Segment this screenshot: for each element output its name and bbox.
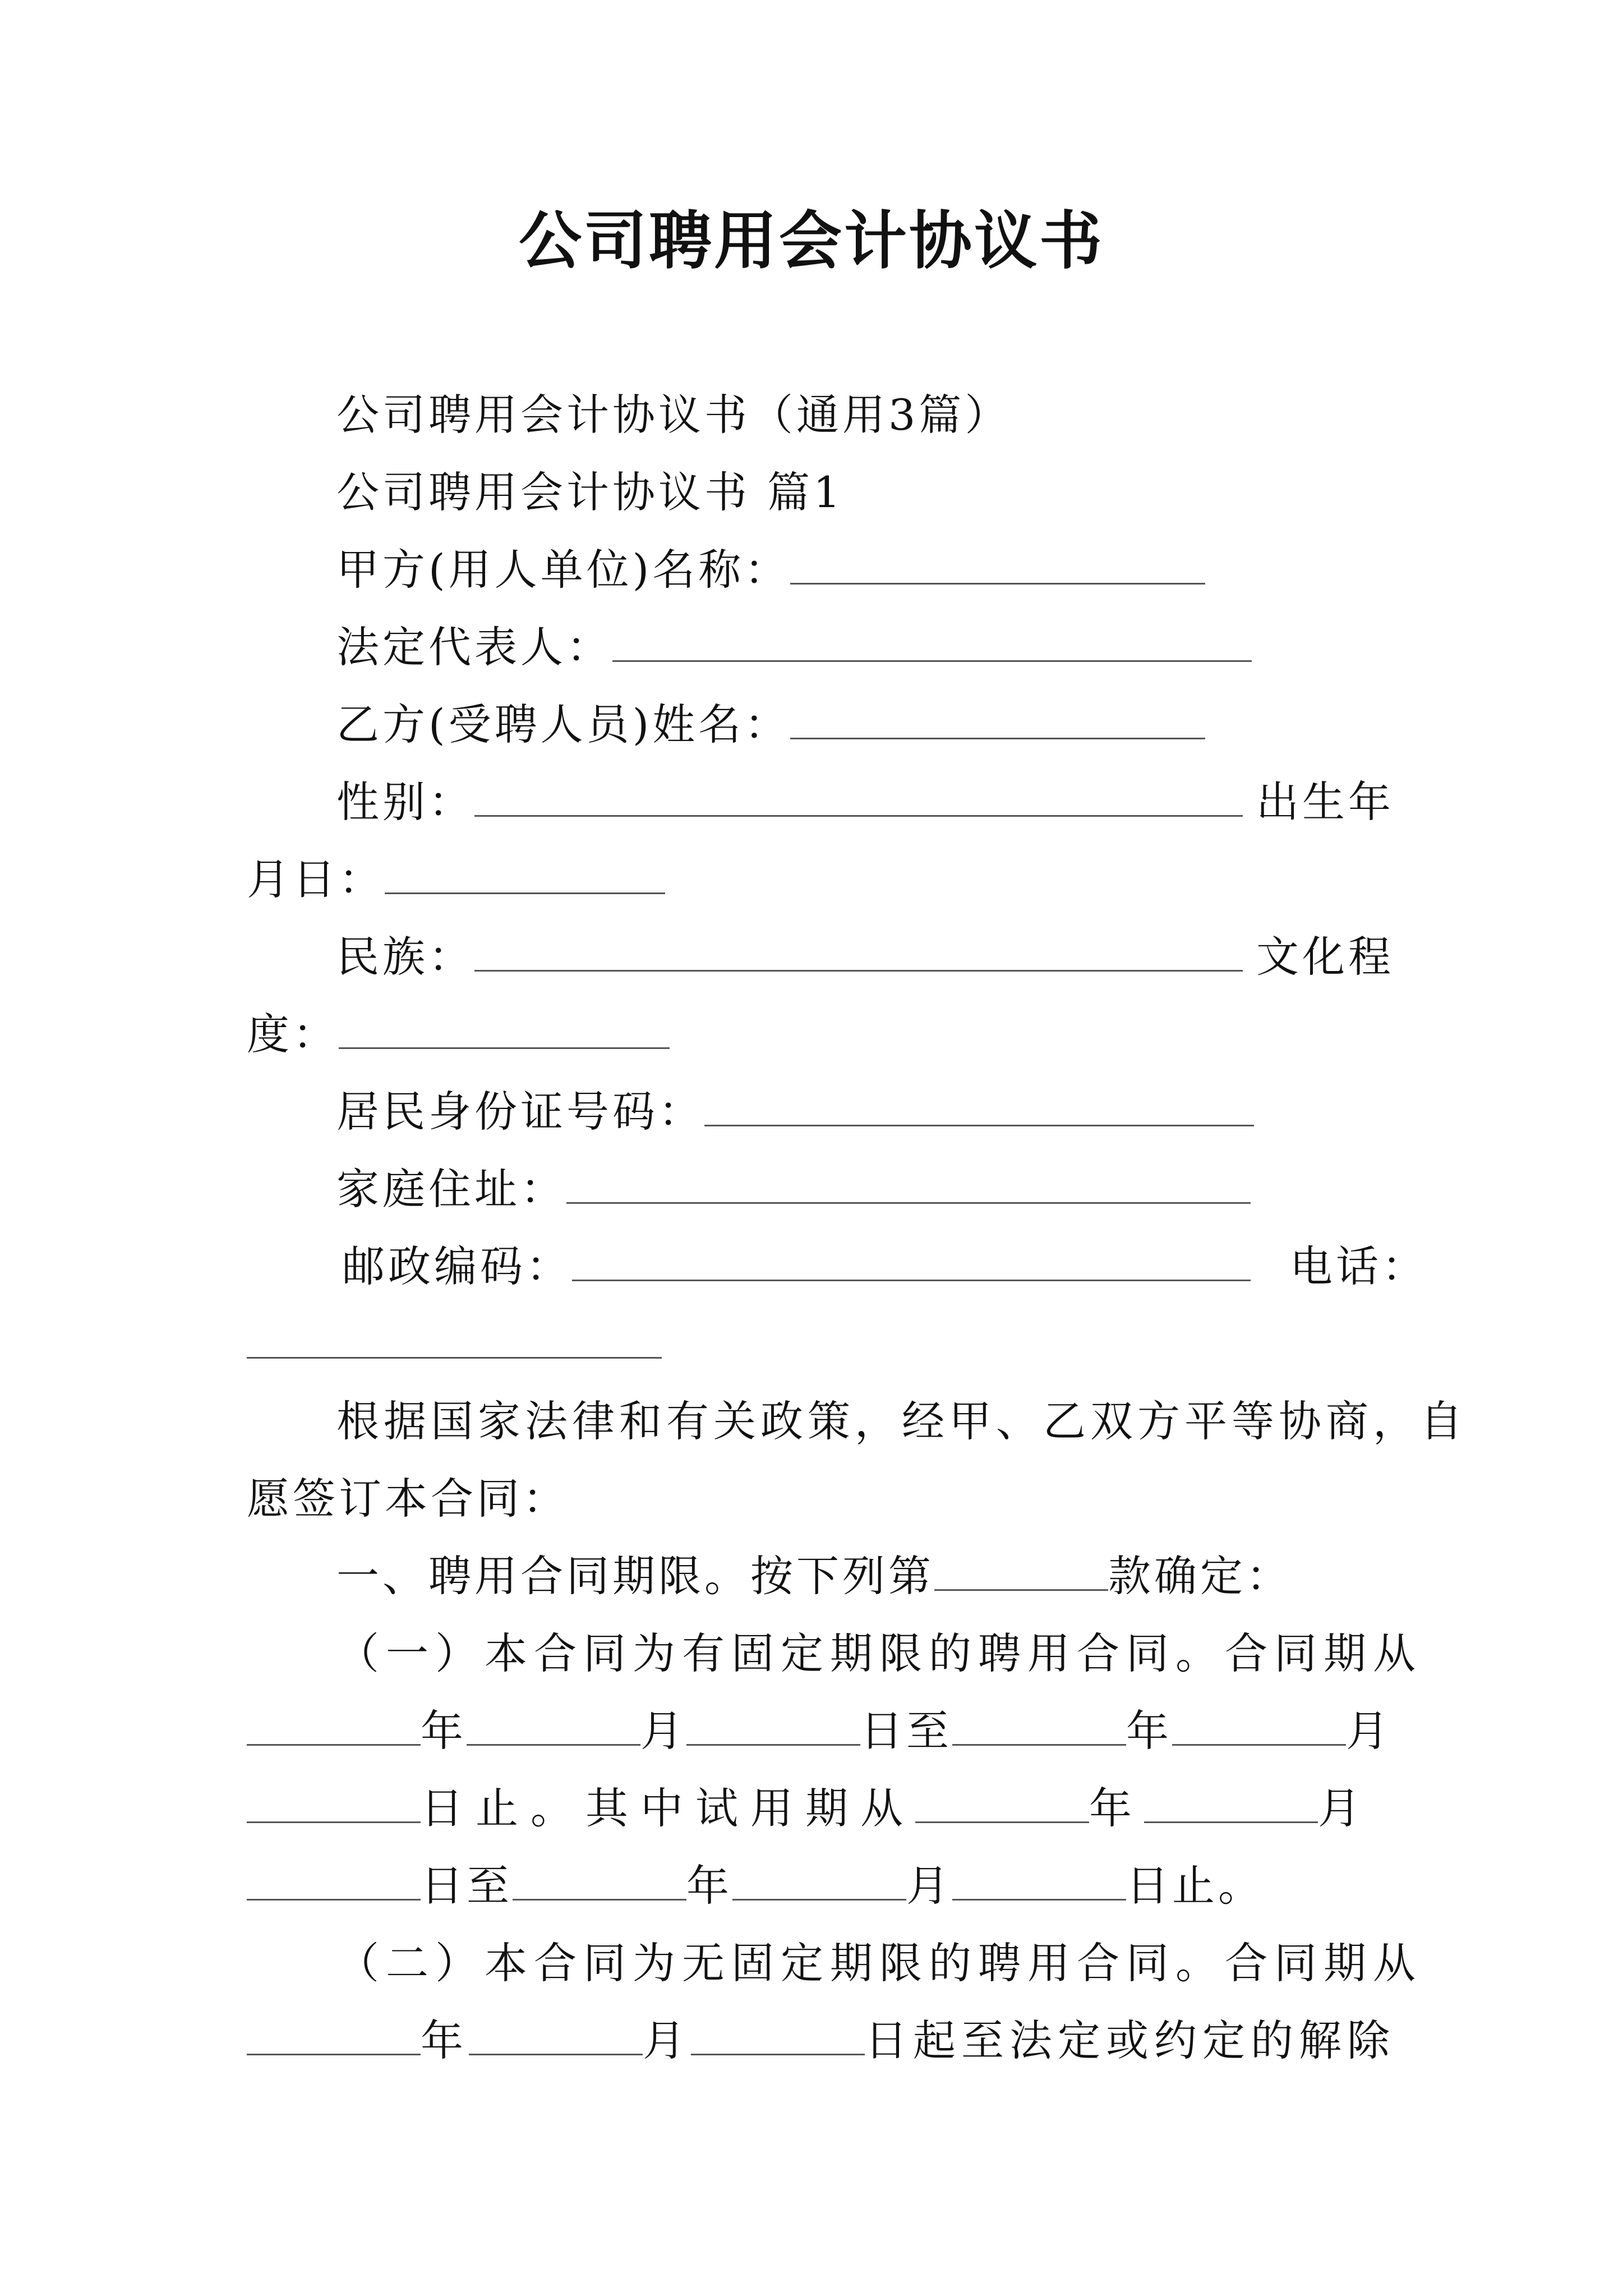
education-label-part1: 文化程 bbox=[1256, 932, 1394, 982]
birth-label-part1: 出生年 bbox=[1256, 777, 1394, 827]
education-row bbox=[247, 1006, 670, 1062]
phone-label: 电话： bbox=[1290, 1241, 1428, 1291]
clause1-suffix: 款确定： bbox=[1108, 1551, 1292, 1601]
open-start-year-field[interactable] bbox=[247, 2020, 421, 2055]
address-row bbox=[336, 1161, 1251, 1217]
trial-start-month-field[interactable] bbox=[1144, 1788, 1318, 1823]
id-label: 居民身份证号码： bbox=[336, 1087, 704, 1137]
ethnicity-field[interactable] bbox=[474, 936, 1243, 972]
end-day-field[interactable] bbox=[247, 1788, 421, 1823]
month-label: 月 bbox=[1318, 1783, 1373, 1833]
month-label: 月 bbox=[1346, 1706, 1392, 1756]
end-year-field[interactable] bbox=[952, 1710, 1126, 1746]
month-label: 月 bbox=[906, 1861, 952, 1911]
day-to-label: 日至 bbox=[421, 1861, 513, 1911]
day-end-label: 日止。 bbox=[1126, 1861, 1264, 1911]
birth-field[interactable] bbox=[385, 859, 665, 894]
clause1a-line4 bbox=[247, 1858, 1264, 1914]
clause1-row bbox=[336, 1548, 1292, 1604]
birth-row bbox=[247, 852, 665, 908]
section-heading: 公司聘用会计协议书 篇1 bbox=[336, 467, 844, 517]
month-label: 月 bbox=[643, 2016, 691, 2065]
gender-field[interactable] bbox=[474, 781, 1243, 817]
open-start-day-field[interactable] bbox=[691, 2020, 865, 2055]
clause1b-line1: （二）本合同为无固定期限的聘用合同。合同期从 bbox=[336, 1938, 1422, 1988]
party-b-name-row bbox=[336, 697, 1205, 753]
start-day-field[interactable] bbox=[686, 1710, 860, 1746]
trial-start-day-field[interactable] bbox=[247, 1865, 421, 1901]
postcode-row bbox=[342, 1239, 1251, 1295]
gender-row bbox=[336, 774, 1243, 830]
trial-start-year-field[interactable] bbox=[915, 1788, 1089, 1823]
open-start-month-field[interactable] bbox=[469, 2020, 643, 2055]
ethnicity-label: 民族： bbox=[336, 932, 474, 982]
trial-text: 日止。其中试用期从 bbox=[421, 1783, 915, 1833]
party-b-name-field[interactable] bbox=[790, 704, 1205, 739]
postcode-label: 邮政编码： bbox=[342, 1241, 572, 1291]
month-label: 月 bbox=[640, 1706, 686, 1756]
education-label-part2: 度： bbox=[247, 1009, 339, 1059]
legal-rep-row bbox=[336, 619, 1252, 675]
para1-line2: 愿签订本合同： bbox=[247, 1474, 569, 1524]
ethnicity-row bbox=[336, 929, 1243, 985]
birth-label-part2: 月日： bbox=[247, 854, 385, 904]
year-label: 年 bbox=[1126, 1706, 1172, 1756]
start-year-field[interactable] bbox=[247, 1710, 421, 1746]
education-field[interactable] bbox=[339, 1014, 670, 1049]
address-field[interactable] bbox=[566, 1168, 1251, 1204]
clause1a-line1: （一）本合同为有固定期限的聘用合同。合同期从 bbox=[336, 1628, 1422, 1678]
subtitle: 公司聘用会计协议书（通用3篇） bbox=[336, 390, 1011, 440]
year-label: 年 bbox=[686, 1861, 732, 1911]
year-label: 年 bbox=[421, 1706, 467, 1756]
party-a-name-label: 甲方(用人单位)名称： bbox=[336, 545, 791, 595]
clause1-number-field[interactable] bbox=[934, 1556, 1108, 1591]
clause1b-tail: 日起至法定或约定的解除 bbox=[865, 2016, 1395, 2065]
phone-field[interactable] bbox=[247, 1323, 662, 1359]
clause1-prefix: 一、聘用合同期限。按下列第 bbox=[336, 1551, 934, 1601]
party-a-name-row bbox=[336, 542, 1205, 598]
id-row bbox=[336, 1084, 1254, 1140]
legal-rep-field[interactable] bbox=[612, 627, 1252, 662]
phone-row bbox=[247, 1316, 662, 1372]
legal-rep-label: 法定代表人： bbox=[336, 622, 612, 672]
trial-end-year-field[interactable] bbox=[513, 1865, 686, 1901]
year-label: 年 bbox=[421, 2016, 469, 2065]
id-field[interactable] bbox=[704, 1091, 1254, 1126]
postcode-field[interactable] bbox=[572, 1246, 1251, 1281]
year-label: 年 bbox=[1089, 1783, 1144, 1833]
gender-label: 性别： bbox=[336, 777, 474, 827]
clause1a-line2 bbox=[247, 1703, 1392, 1759]
para1-line1: 根据国家法律和有关政策，经甲、乙双方平等协商，自 bbox=[336, 1396, 1467, 1446]
address-label: 家庭住址： bbox=[336, 1164, 566, 1214]
start-month-field[interactable] bbox=[467, 1710, 640, 1746]
trial-end-month-field[interactable] bbox=[732, 1865, 906, 1901]
end-month-field[interactable] bbox=[1172, 1710, 1346, 1746]
party-b-name-label: 乙方(受聘人员)姓名： bbox=[336, 700, 791, 749]
page-title: 公司聘用会计协议书 bbox=[519, 204, 1104, 278]
clause1a-line3 bbox=[247, 1780, 1373, 1837]
party-a-name-field[interactable] bbox=[790, 549, 1205, 585]
day-to-label: 日至 bbox=[860, 1706, 952, 1756]
clause1b-line2 bbox=[247, 2013, 1395, 2069]
trial-end-day-field[interactable] bbox=[952, 1865, 1126, 1901]
